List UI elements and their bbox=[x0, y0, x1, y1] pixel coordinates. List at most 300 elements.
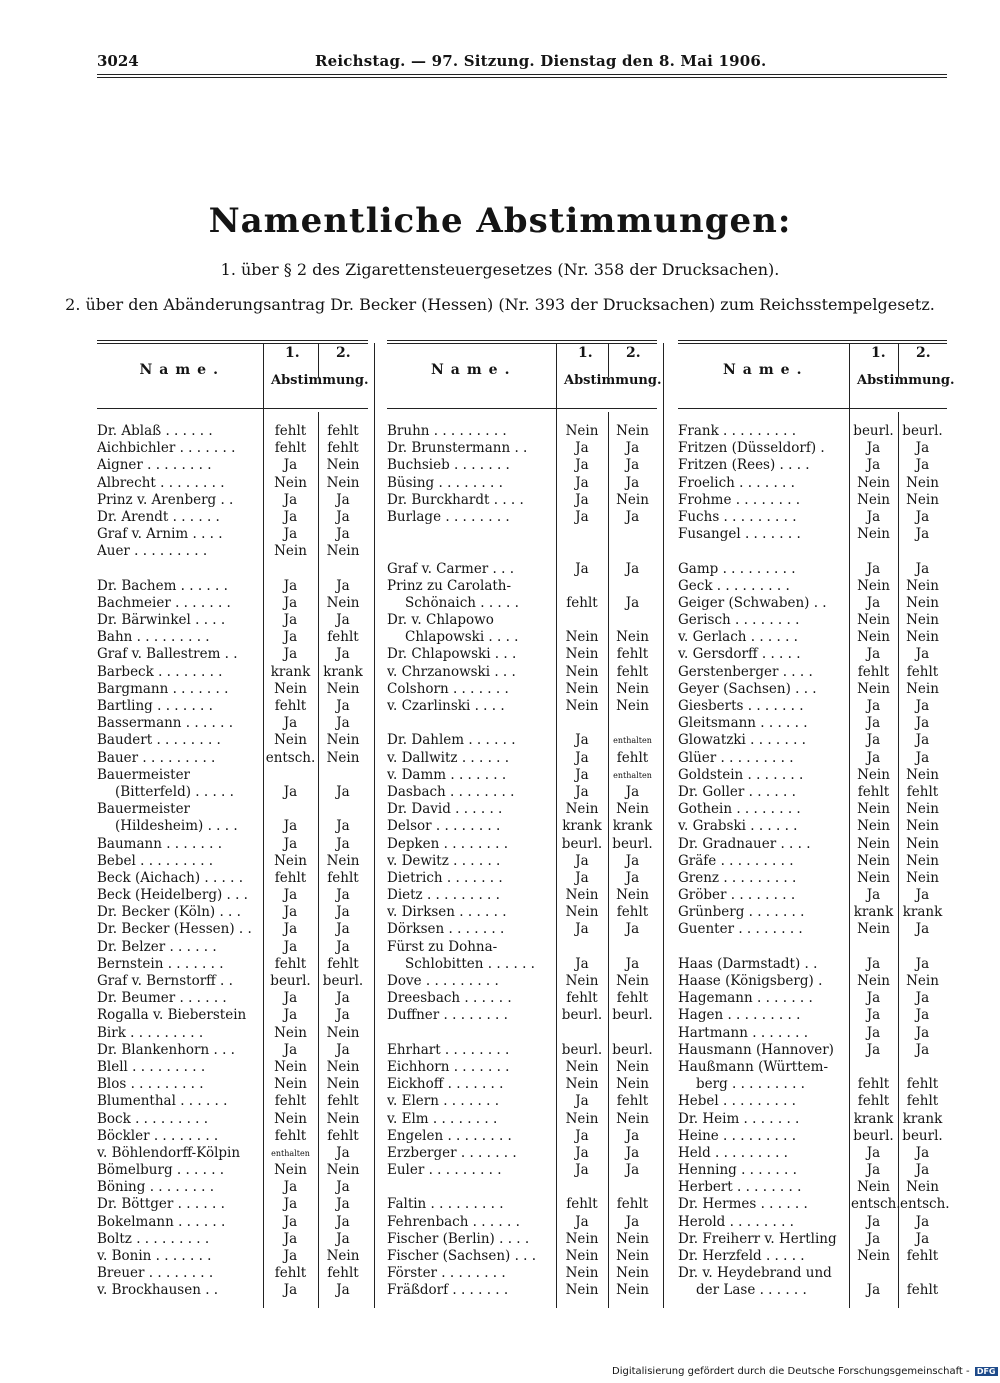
vote-2-cell: Ja bbox=[336, 1213, 350, 1230]
vote-1-cell: fehlt bbox=[274, 1093, 307, 1110]
vote-1-cell: Ja bbox=[575, 869, 589, 886]
table-row bbox=[97, 1128, 368, 1145]
vote-1-cell: fehlt bbox=[274, 698, 307, 714]
table-row bbox=[97, 509, 368, 526]
member-name: Gerstenberger . . . . bbox=[678, 663, 813, 680]
table-row bbox=[97, 698, 368, 715]
vote-1-cell: Ja bbox=[575, 560, 589, 577]
member-name: Dr. Böttger . . . . . . bbox=[97, 1196, 225, 1213]
member-name: Birk . . . . . . . . . bbox=[97, 1024, 204, 1041]
vote-1-cell: Nein bbox=[857, 612, 890, 629]
page-header bbox=[97, 52, 947, 74]
member-name: Aigner . . . . . . . . bbox=[97, 457, 212, 474]
vote-1-cell: Ja bbox=[283, 783, 298, 800]
table-header-rule bbox=[678, 408, 947, 409]
table-row bbox=[387, 836, 657, 853]
member-name: Bruhn . . . . . . . . . bbox=[387, 423, 507, 439]
table-row bbox=[678, 475, 947, 492]
vote-1-cell: Ja bbox=[866, 457, 881, 474]
member-name: Euler . . . . . . . . . bbox=[387, 1162, 502, 1179]
vote-1-cell: Ja bbox=[575, 852, 589, 869]
table-row bbox=[97, 921, 368, 938]
vote-2-cell: Nein bbox=[906, 1179, 939, 1196]
column-header-vote2: 2. bbox=[336, 345, 351, 361]
table-row bbox=[678, 1128, 947, 1145]
member-name: Graf v. Arnim . . . . bbox=[97, 526, 223, 543]
vote-1-cell: Ja bbox=[575, 955, 589, 972]
vote-1-cell: Nein bbox=[565, 1265, 599, 1282]
vote-1-cell: Nein bbox=[274, 1024, 307, 1041]
vote-1-cell: Nein bbox=[857, 577, 890, 594]
vote-1-cell: Ja bbox=[866, 749, 881, 766]
member-name: Auer . . . . . . . . . bbox=[97, 543, 208, 560]
vote-2-cell: Ja bbox=[336, 1179, 350, 1196]
member-name: Ehrhart . . . . . . . . bbox=[387, 1041, 510, 1058]
table-row bbox=[97, 1007, 368, 1024]
table-row bbox=[678, 1162, 947, 1179]
column-header-vote1: 1. bbox=[871, 345, 886, 361]
vote-2-cell: Ja bbox=[915, 1144, 930, 1161]
vote-2-cell: Nein bbox=[906, 577, 939, 594]
table-row bbox=[97, 750, 368, 767]
vote-2-cell: enthalten bbox=[613, 770, 652, 780]
vote-2-cell: Ja bbox=[336, 1144, 350, 1161]
table-row bbox=[97, 1196, 368, 1213]
vote-1-cell: Ja bbox=[575, 783, 589, 800]
vote-1-cell: Nein bbox=[857, 680, 890, 697]
vote-2-cell: fehlt bbox=[906, 663, 939, 680]
member-name: Gräfe . . . . . . . . . bbox=[678, 852, 794, 869]
table-row bbox=[678, 664, 947, 681]
vote-1-cell: krank bbox=[853, 1110, 894, 1127]
member-name: Albrecht . . . . . . . . bbox=[97, 474, 225, 491]
table-row bbox=[387, 561, 657, 578]
member-name: Gamp . . . . . . . . . bbox=[678, 560, 796, 577]
vote-2-cell: Ja bbox=[915, 1213, 930, 1230]
table-row bbox=[678, 732, 947, 749]
vote-1-cell: Nein bbox=[565, 887, 599, 904]
table-row bbox=[387, 1179, 657, 1196]
table-row bbox=[678, 904, 947, 921]
table-row bbox=[97, 1265, 368, 1282]
table-row bbox=[678, 1111, 947, 1128]
vote-1-cell: Ja bbox=[866, 646, 881, 663]
vote-1-cell: Nein bbox=[565, 1076, 599, 1093]
vote-1-cell: Ja bbox=[283, 508, 298, 525]
member-name: Dr. Arendt . . . . . . bbox=[97, 508, 220, 525]
table-row bbox=[678, 646, 947, 663]
vote-1-cell: Ja bbox=[283, 904, 298, 921]
member-name: Giesberts . . . . . . . bbox=[678, 698, 804, 714]
member-name: Bömelburg . . . . . . bbox=[97, 1162, 225, 1179]
vote-2-cell: Nein bbox=[326, 852, 360, 869]
member-name: Dreesbach . . . . . . bbox=[387, 990, 512, 1007]
vote-2-cell: Ja bbox=[336, 938, 350, 955]
member-name: Bauermeister bbox=[97, 766, 191, 783]
header-title: Reichstag. — 97. Sitzung. Dienstag den 8. Mai 1906. bbox=[315, 52, 767, 70]
table-row bbox=[387, 904, 657, 921]
vote-1-cell: Ja bbox=[866, 1041, 881, 1058]
member-name: Glüer . . . . . . . . . bbox=[678, 749, 794, 766]
table-row bbox=[387, 1282, 657, 1299]
table-row bbox=[97, 956, 368, 973]
table-row bbox=[387, 853, 657, 870]
vote-1-cell: Nein bbox=[857, 973, 890, 989]
table-row bbox=[678, 887, 947, 904]
table-row bbox=[97, 475, 368, 492]
member-name: Henning . . . . . . . bbox=[678, 1162, 797, 1179]
member-name: v. Elm . . . . . . . . bbox=[387, 1110, 498, 1127]
table-row bbox=[387, 1111, 657, 1128]
member-name: Hagen . . . . . . . . . bbox=[678, 1007, 801, 1024]
member-name: Aichbichler . . . . . . . bbox=[97, 440, 236, 457]
table-body-3 bbox=[678, 423, 950, 1300]
vote-2-cell: fehlt bbox=[327, 955, 359, 972]
table-row bbox=[387, 475, 657, 492]
vote-1-cell: Ja bbox=[866, 732, 881, 749]
member-name: Gröber . . . . . . . . bbox=[678, 887, 796, 904]
vote-2-cell: fehlt bbox=[906, 1248, 939, 1264]
table-row bbox=[387, 750, 657, 767]
table-row bbox=[678, 801, 947, 818]
vote-2-cell: Nein bbox=[906, 474, 939, 491]
member-name: Dr. v. Heydebrand und bbox=[678, 1265, 832, 1282]
table-row bbox=[678, 836, 947, 853]
vote-1-cell: entsch. bbox=[851, 1196, 901, 1213]
vote-1-cell: enthalten bbox=[271, 1148, 310, 1158]
table-row bbox=[97, 1025, 368, 1042]
vote-2-cell: Nein bbox=[616, 1282, 649, 1299]
vote-1-cell: Nein bbox=[565, 698, 599, 714]
vote-2-cell: Ja bbox=[336, 491, 350, 508]
vote-2-cell: Nein bbox=[906, 629, 939, 646]
member-name: Schönaich . . . . . bbox=[405, 594, 519, 611]
vote-1-cell: Nein bbox=[857, 921, 890, 938]
vote-2-cell: beurl. bbox=[612, 1007, 653, 1024]
table-row bbox=[97, 664, 368, 681]
member-name: Frank . . . . . . . . . bbox=[678, 423, 796, 439]
vote-1-cell: Nein bbox=[857, 491, 890, 508]
table-row bbox=[678, 1042, 947, 1059]
table-row bbox=[387, 543, 657, 560]
vote-2-cell: Ja bbox=[336, 1282, 350, 1299]
table-row bbox=[97, 853, 368, 870]
table-row bbox=[387, 767, 657, 784]
vote-2-cell: Nein bbox=[616, 1110, 649, 1127]
vote-1-cell: fehlt bbox=[566, 594, 598, 611]
vote-1-cell: Nein bbox=[274, 474, 307, 491]
table-row bbox=[387, 1007, 657, 1024]
member-name: Barbeck . . . . . . . . bbox=[97, 663, 223, 680]
member-name: Burlage . . . . . . . . bbox=[387, 508, 510, 525]
vote-1-cell: Nein bbox=[857, 835, 890, 852]
table-row bbox=[387, 939, 657, 956]
table-row bbox=[678, 681, 947, 698]
vote-2-cell: Nein bbox=[906, 594, 939, 611]
table-row bbox=[387, 612, 657, 629]
table-row bbox=[678, 612, 947, 629]
vote-2-cell: Nein bbox=[326, 594, 360, 611]
table-top-rule bbox=[387, 340, 657, 341]
column-header-abstimmung: Abstimmung. bbox=[271, 373, 369, 388]
table-top-rule-2 bbox=[678, 343, 947, 344]
table-row bbox=[387, 870, 657, 887]
table-row bbox=[678, 526, 947, 543]
member-name: Bebel . . . . . . . . . bbox=[97, 852, 214, 869]
table-row bbox=[678, 1282, 947, 1299]
table-row bbox=[97, 1076, 368, 1093]
vote-2-cell: fehlt bbox=[616, 646, 649, 663]
vote-1-cell: fehlt bbox=[274, 440, 307, 457]
member-name: Dr. Hermes . . . . . . bbox=[678, 1196, 808, 1213]
dfg-logo: DFG bbox=[976, 1367, 996, 1376]
vote-2-cell: beurl. bbox=[902, 1127, 943, 1144]
vote-1-cell: fehlt bbox=[857, 783, 890, 800]
table-row bbox=[97, 1231, 368, 1248]
member-name: Erzberger . . . . . . . bbox=[387, 1144, 517, 1161]
vote-2-cell: Ja bbox=[625, 440, 640, 457]
table-header-rule bbox=[387, 408, 657, 409]
table-row bbox=[678, 1025, 947, 1042]
vote-2-cell: Nein bbox=[326, 1110, 360, 1127]
vote-2-cell: Nein bbox=[616, 680, 649, 697]
vote-2-cell: krank bbox=[323, 663, 363, 680]
table-row bbox=[97, 681, 368, 698]
table-row bbox=[97, 492, 368, 509]
member-name: Fusangel . . . . . . . bbox=[678, 526, 801, 543]
vote-2-cell: fehlt bbox=[327, 423, 359, 439]
vote-2-cell: Nein bbox=[616, 491, 649, 508]
table-body-1 bbox=[97, 423, 368, 1300]
member-name: Haußmann (Württem- bbox=[678, 1058, 829, 1075]
vote-1-cell: Nein bbox=[857, 1248, 890, 1264]
vote-1-cell: Ja bbox=[283, 921, 298, 938]
vote-2-cell: Nein bbox=[906, 852, 939, 869]
table-row bbox=[97, 1248, 368, 1265]
table-row bbox=[387, 1093, 657, 1110]
member-name: v. Böhlendorff-Kölpin bbox=[97, 1144, 241, 1161]
member-name: Dr. Beumer . . . . . . bbox=[97, 990, 227, 1007]
table-row bbox=[387, 973, 657, 990]
table-row bbox=[678, 629, 947, 646]
member-name: Dr. Burckhardt . . . . bbox=[387, 491, 524, 508]
member-name: Fürst zu Dohna- bbox=[387, 938, 498, 955]
table-row bbox=[387, 681, 657, 698]
member-name: Dr. Heim . . . . . . . bbox=[678, 1110, 800, 1127]
vote-2-cell: Ja bbox=[915, 887, 930, 904]
table-row bbox=[387, 801, 657, 818]
table-row bbox=[678, 939, 947, 956]
member-name: Graf v. Carmer . . . bbox=[387, 560, 515, 577]
vote-1-cell: Nein bbox=[274, 543, 307, 560]
table-row bbox=[678, 1214, 947, 1231]
vote-1-cell: Ja bbox=[283, 1007, 298, 1024]
vote-2-cell: Nein bbox=[326, 1024, 360, 1041]
member-name: Prinz zu Carolath- bbox=[387, 577, 512, 594]
vote-2-cell: Ja bbox=[336, 887, 350, 904]
table-row bbox=[387, 1128, 657, 1145]
vote-1-cell: Nein bbox=[565, 680, 599, 697]
vote-1-cell: Ja bbox=[283, 1230, 298, 1247]
vote-2-cell: Nein bbox=[616, 887, 649, 904]
table-row bbox=[387, 1231, 657, 1248]
member-name: v. Gersdorff . . . . . bbox=[678, 646, 801, 663]
vote-2-cell: Nein bbox=[326, 1076, 360, 1093]
member-name: Dietrich . . . . . . . bbox=[387, 869, 503, 886]
member-name: Haas (Darmstadt) . . bbox=[678, 955, 818, 972]
table-row bbox=[97, 543, 368, 560]
table-row bbox=[97, 561, 368, 578]
column-header-abstimmung: Abstimmung. bbox=[564, 373, 662, 388]
column-header-vote1: 1. bbox=[578, 345, 593, 361]
member-name: Dr. Herzfeld . . . . . bbox=[678, 1248, 805, 1264]
vote-2-cell: Nein bbox=[616, 973, 649, 989]
vote-1-cell: Nein bbox=[274, 1110, 307, 1127]
table-row bbox=[678, 1179, 947, 1196]
vote-2-cell: Ja bbox=[336, 508, 350, 525]
vote-1-cell: Nein bbox=[857, 818, 890, 835]
table-body-2 bbox=[387, 423, 657, 1300]
member-name: Breuer . . . . . . . . bbox=[97, 1265, 214, 1282]
column-header-abstimmung: Abstimmung. bbox=[857, 373, 955, 388]
vote-1-cell: Ja bbox=[575, 1093, 589, 1110]
page-number: 3024 bbox=[97, 52, 139, 70]
vote-1-cell: Nein bbox=[274, 1058, 307, 1075]
vote-2-cell: Nein bbox=[326, 1248, 360, 1264]
member-name: Schlobitten . . . . . . bbox=[405, 955, 535, 972]
vote-2-cell: Nein bbox=[326, 457, 360, 474]
vote-2-cell: Ja bbox=[625, 457, 640, 474]
table-row bbox=[678, 440, 947, 457]
vote-2-cell: Nein bbox=[616, 1058, 649, 1075]
vote-1-cell: Ja bbox=[283, 457, 298, 474]
member-name: Grünberg . . . . . . . bbox=[678, 904, 805, 921]
vote-2-cell: fehlt bbox=[906, 1282, 939, 1299]
table-row bbox=[97, 973, 368, 990]
vote-1-cell: Ja bbox=[575, 732, 589, 749]
member-name: der Lase . . . . . . bbox=[696, 1282, 807, 1299]
vote-2-cell: Nein bbox=[906, 491, 939, 508]
vote-1-cell: beurl. bbox=[561, 835, 603, 852]
member-name: Dörksen . . . . . . . bbox=[387, 921, 505, 938]
vote-1-cell: Ja bbox=[866, 887, 881, 904]
vote-2-cell: Ja bbox=[625, 508, 640, 525]
vote-1-cell: krank bbox=[853, 904, 894, 921]
vote-2-cell: fehlt bbox=[616, 990, 649, 1007]
table-row bbox=[387, 509, 657, 526]
vote-1-cell: Nein bbox=[857, 629, 890, 646]
table-row bbox=[97, 595, 368, 612]
vote-1-cell: Ja bbox=[283, 629, 298, 646]
table-row bbox=[678, 1007, 947, 1024]
vote-1-cell: Nein bbox=[274, 1162, 307, 1179]
table-row bbox=[387, 595, 657, 612]
member-name: Fräßdorf . . . . . . . bbox=[387, 1282, 509, 1299]
vote-1-cell: Nein bbox=[857, 801, 890, 818]
vote-1-cell: beurl. bbox=[853, 423, 894, 439]
vote-2-cell: Ja bbox=[336, 646, 350, 663]
vote-1-cell: beurl. bbox=[853, 1127, 894, 1144]
member-name: Prinz v. Arenberg . . bbox=[97, 491, 234, 508]
table-row bbox=[387, 1265, 657, 1282]
member-name: Held . . . . . . . . . bbox=[678, 1144, 788, 1161]
table-row bbox=[387, 457, 657, 474]
vote-2-cell: fehlt bbox=[327, 1265, 359, 1282]
member-name: Heine . . . . . . . . . bbox=[678, 1127, 797, 1144]
vote-2-cell: Ja bbox=[625, 852, 640, 869]
column-header-vote2: 2. bbox=[626, 345, 641, 361]
member-name: Bachmeier . . . . . . . bbox=[97, 594, 231, 611]
vote-2-cell: Nein bbox=[616, 698, 649, 714]
vote-1-cell: Nein bbox=[565, 663, 599, 680]
table-row bbox=[387, 423, 657, 440]
member-name: Colshorn . . . . . . . bbox=[387, 680, 509, 697]
vote-1-cell: fehlt bbox=[566, 990, 598, 1007]
vote-2-cell: krank bbox=[612, 818, 653, 835]
column-divider bbox=[318, 343, 319, 377]
member-name: Dr. Brunstermann . . bbox=[387, 440, 528, 457]
table-row bbox=[97, 1145, 368, 1162]
member-name: berg . . . . . . . . . bbox=[696, 1076, 805, 1093]
member-name: v. Brockhausen . . bbox=[97, 1282, 219, 1299]
vote-2-cell: Ja bbox=[336, 526, 350, 543]
column-divider bbox=[898, 343, 899, 377]
member-name: Faltin . . . . . . . . . bbox=[387, 1196, 504, 1213]
table-row bbox=[678, 956, 947, 973]
vote-1-cell: Nein bbox=[565, 629, 599, 646]
member-name: Dasbach . . . . . . . . bbox=[387, 783, 515, 800]
member-name: Dr. Dahlem . . . . . . bbox=[387, 732, 516, 749]
member-name: Fischer (Berlin) . . . . bbox=[387, 1230, 530, 1247]
member-name: Froelich . . . . . . . bbox=[678, 474, 795, 491]
vote-2-cell: Ja bbox=[915, 508, 930, 525]
table-row bbox=[678, 750, 947, 767]
vote-1-cell: Nein bbox=[857, 1179, 890, 1196]
vote-2-cell: Nein bbox=[326, 474, 360, 491]
vote-1-cell: Nein bbox=[565, 1230, 599, 1247]
vote-1-cell: Ja bbox=[283, 1282, 298, 1299]
vote-1-cell: Nein bbox=[565, 1058, 599, 1075]
table-row bbox=[387, 1076, 657, 1093]
table-row bbox=[387, 664, 657, 681]
vote-2-cell: fehlt bbox=[616, 749, 649, 766]
member-name: Dr. Ablaß . . . . . . bbox=[97, 423, 213, 439]
vote-2-cell: Nein bbox=[906, 766, 939, 783]
vote-2-cell: Ja bbox=[336, 1196, 350, 1213]
member-name: Hebel . . . . . . . . . bbox=[678, 1093, 796, 1110]
member-name: Hartmann . . . . . . . bbox=[678, 1024, 809, 1041]
vote-2-cell: Ja bbox=[336, 990, 350, 1007]
member-name: Geyer (Sachsen) . . . bbox=[678, 680, 817, 697]
member-name: Fischer (Sachsen) . . . bbox=[387, 1248, 537, 1264]
vote-2-cell: Nein bbox=[906, 801, 939, 818]
member-name: Dr. Bachem . . . . . . bbox=[97, 577, 228, 594]
table-row bbox=[678, 1248, 947, 1265]
member-name: Blos . . . . . . . . . bbox=[97, 1076, 204, 1093]
vote-1-cell: fehlt bbox=[274, 869, 307, 886]
table-row bbox=[678, 921, 947, 938]
vote-2-cell: fehlt bbox=[327, 1127, 359, 1144]
member-name: Blell . . . . . . . . . bbox=[97, 1058, 206, 1075]
vote-1-cell: Ja bbox=[575, 1127, 589, 1144]
member-name: v. Czarlinski . . . . bbox=[387, 698, 505, 714]
vote-2-cell: Ja bbox=[625, 1127, 640, 1144]
column-header-vote2: 2. bbox=[916, 345, 931, 361]
table-row bbox=[97, 1093, 368, 1110]
table-row bbox=[678, 818, 947, 835]
vote-1-cell: Ja bbox=[866, 1162, 881, 1179]
vote-1-cell: Ja bbox=[866, 594, 881, 611]
